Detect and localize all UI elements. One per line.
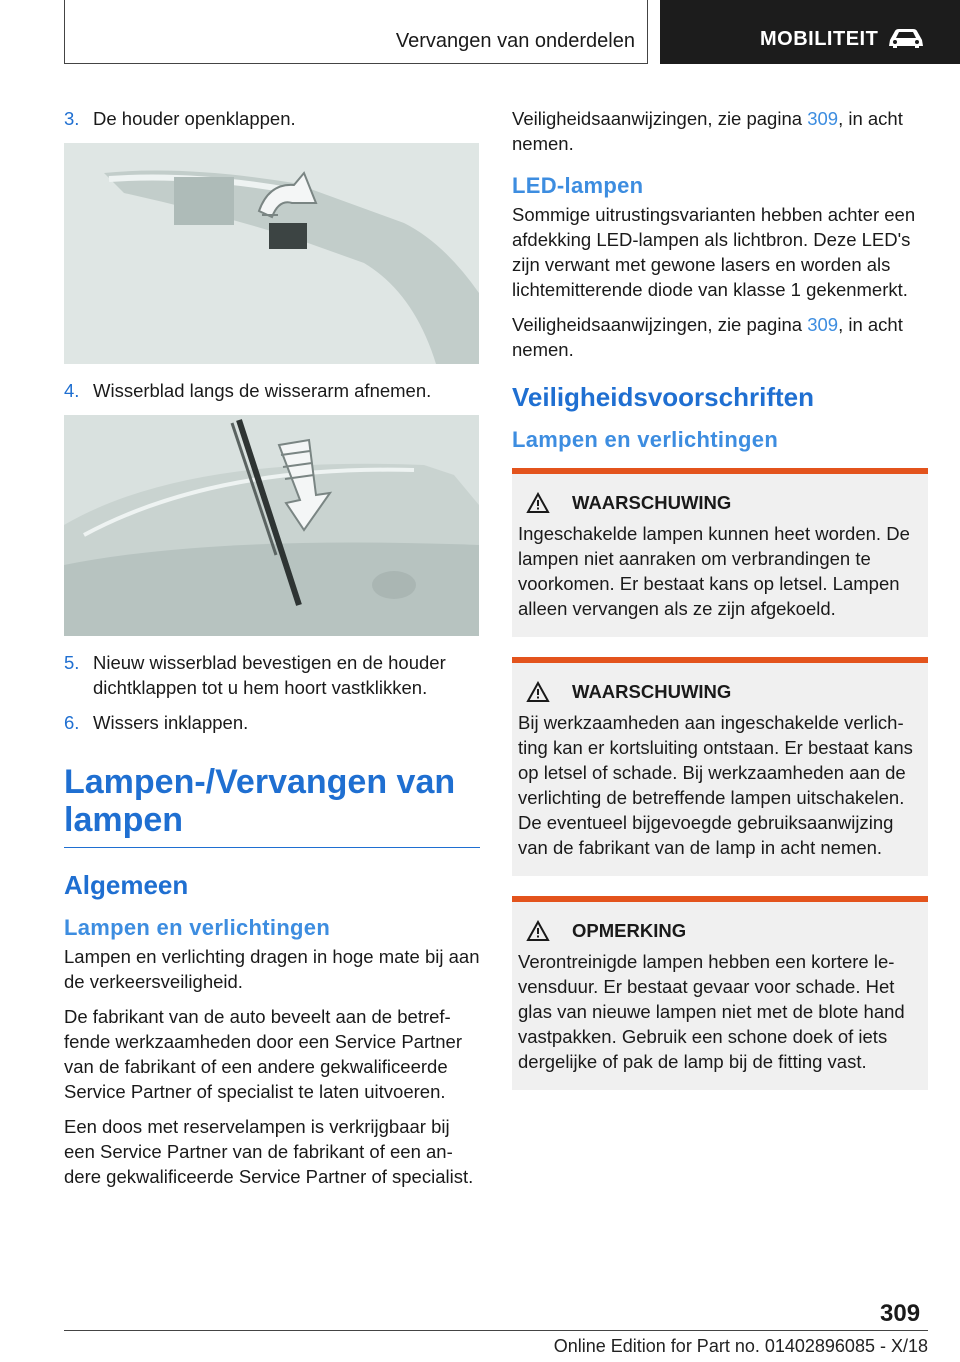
text: Veiligheidsaanwijzingen, zie pagina [512,314,808,335]
warning-triangle-icon [526,920,550,942]
heading-rule [64,847,480,848]
warning-box [512,468,928,637]
warning-text: Bij werkzaamheden aan ingeschakelde verlichting kan er kortsluiting ontstaan. Er bestaat kans op letsel of schade. Bij werkzaamheden aan de verlichting de betreffende lampen uitschakelen. De eventueel bijgevoegde gebruiksaanwijzing van de fabrikant van de lamp in acht nemen. [518,712,913,858]
step-4 [64,378,480,403]
header-section-box [660,0,960,64]
paragraph [512,106,928,156]
step-3 [64,106,480,131]
left-column [64,106,480,1199]
footer-edition: Online Edition for Part no. 01402896085 - X/18 [553,1336,928,1356]
figure-wiper-holder [64,143,479,364]
header-chapter-box [64,0,648,64]
heading-veiligheidsvoorschriften: Veiligheidsvoorschriften [512,382,814,412]
step-text: Wisserblad langs de wisserarm afnemen. [93,380,432,401]
car-icon [886,26,926,50]
notice-text: Verontreinigde lampen hebben een kortere levensduur. Er bestaat gevaar voor schade. Het glas van nieuwe lampen niet met de blote hand vastpakken. Gebruik een schone doek of iets dergelijke of pak de lamp bij de fitting vast. [518,951,905,1072]
heading-lampen-verlichtingen: Lampen en verlichtingen [64,915,331,940]
figure-wiper-blade [64,415,479,636]
heading-lampen-verlichtingen-2: Lampen en verlichtingen [512,427,779,452]
step-number: 6. [64,712,80,733]
page-link[interactable]: 309 [807,314,839,335]
heading-lampen-vervangen: Lampen-/Vervangen van lampen [64,763,456,839]
notice-box [512,896,928,1090]
heading-algemeen: Algemeen [64,870,189,900]
heading-led-lampen: LED-lampen [512,173,644,198]
paragraph: De fabrikant van de auto beveelt aan de betreffende werkzaamheden door een Service Partner van de fabrikant of een andere gekwalificeerde Service Partner of specialist te laten uitvoeren. [64,1006,462,1102]
text: Veiligheidsaanwijzingen, zie pagina [512,108,808,129]
chapter-title: Vervangen van onderdelen [395,30,635,52]
paragraph: Een doos met reservelampen is verkrijgbaar bij een Service Partner van de fabrikant of een andere gekwalificeerde Service Partner of specialist. [64,1116,474,1187]
warning-text: Ingeschakelde lampen kunnen heet worden. De lampen niet aanraken om verbrandingen te voorkomen. Er bestaat kans op letsel. Lampen alleen vervangen als ze zijn afgekoeld. [518,523,910,619]
warning-box [512,657,928,876]
page-link[interactable]: 309 [807,108,839,129]
warning-title: WAARSCHUWING [572,681,732,702]
notice-title: OPMERKING [572,920,687,941]
warning-header [518,679,922,704]
section-title: MOBILITEIT [760,28,879,50]
step-text: De houder openklappen. [93,108,296,129]
paragraph [512,312,928,362]
step-6 [64,710,480,735]
step-number: 5. [64,652,80,673]
step-5 [64,650,480,700]
text: , in acht nemen. [512,108,903,154]
paragraph: Sommige uitrustingsvarianten hebben achter een afdekking LED-lampen als lichtbron. Deze LED's zijn verwant met gewone lasers en worden als lichtemitterende diode van klasse 1 gekenmerkt. [512,204,916,300]
footer-rule [64,1330,928,1331]
warning-header [518,490,922,515]
warning-title: WAARSCHUWING [572,492,732,513]
page-number: 309 [880,1300,921,1327]
right-column [512,106,928,1110]
warning-triangle-icon [526,681,550,703]
step-number: 3. [64,108,80,129]
step-text: Wissers inklappen. [93,712,249,733]
step-number: 4. [64,380,80,401]
notice-header [518,918,922,943]
step-text: Nieuw wisserblad bevestigen en de houder dichtklappen tot u hem hoort vastklikken. [93,652,446,698]
text: , in acht nemen. [512,314,903,360]
warning-triangle-icon [526,492,550,514]
paragraph: Lampen en verlichting dragen in hoge mate bij aan de verkeersveiligheid. [64,946,480,992]
